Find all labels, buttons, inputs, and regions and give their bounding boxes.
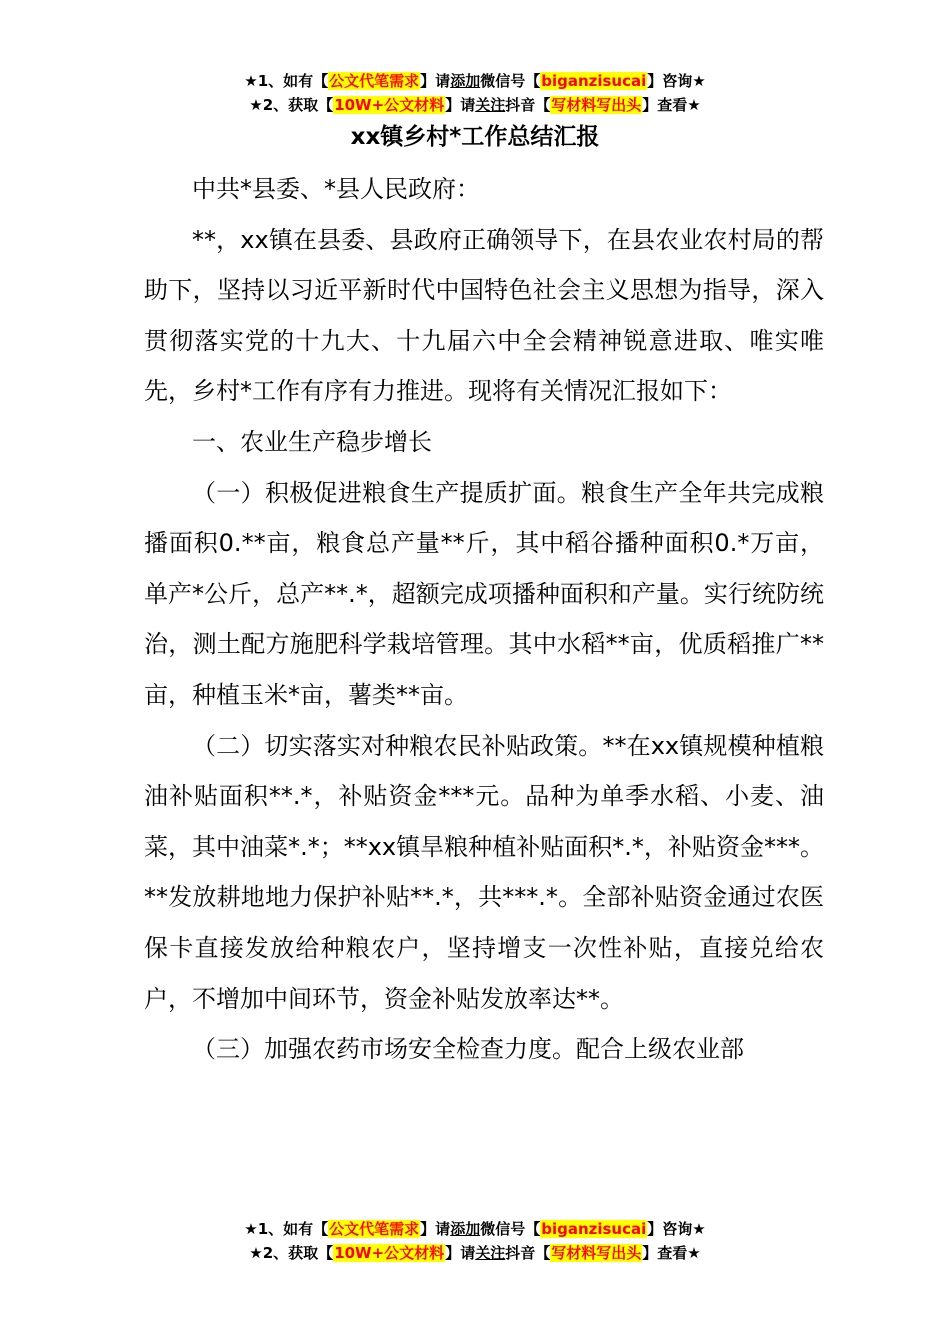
banner-underline: 关注 <box>475 96 506 114</box>
banner-text: 】查看★ <box>642 96 701 114</box>
banner-text: 】请 <box>445 96 476 114</box>
banner-text: 】咨询★ <box>647 1220 706 1238</box>
banner-highlight: 写材料写出头 <box>551 1244 642 1262</box>
banner-highlight: 10W+公文材料 <box>334 1244 445 1262</box>
banner-text: 】请 <box>420 1220 451 1238</box>
banner-underline: 添加 <box>450 72 481 90</box>
banner-line-1 <box>0 69 950 93</box>
banner-underline: 添加 <box>450 1220 481 1238</box>
paragraph-subsidy-policy: （二）切实落实对种粮农民补贴政策。**在xx镇规模种植粮油补贴面积**.*，补贴资金***元。品种为单季水稻、小麦、油菜，其中油菜*.*；**xx镇旱粮种植补贴面积*.*，补贴资金***。**发放耕地地力保护补贴**.*，共***.*。全部补贴资金通过农医保卡直接发放给种粮农户，坚持增支一次性补贴，直接兑给农户，不增加中间环节，资金补贴发放率达**。 <box>144 731 824 1013</box>
banner-highlight: 写材料写出头 <box>551 96 642 114</box>
banner-line-2 <box>0 1241 950 1265</box>
document-title: xx镇乡村*工作总结汇报 <box>350 124 600 150</box>
banner-text: ★2、获取【 <box>249 1244 334 1262</box>
banner-underline: 关注 <box>475 1244 506 1262</box>
banner-text: ★1、如有【 <box>244 1220 329 1238</box>
paragraph-intro: **，xx镇在县委、县政府正确领导下，在县农业农村局的帮助下，坚持以习近平新时代中国特色社会主义思想为指导，深入贯彻落实党的十九大、十九届六中全会精神锐意进取、唯实唯先，乡村*工作有序有力推进。现将有关情况汇报如下： <box>144 225 824 406</box>
banner-text: 】咨询★ <box>647 72 706 90</box>
banner-text: 】查看★ <box>642 1244 701 1262</box>
banner-text: 抖音【 <box>505 1244 551 1262</box>
banner-highlight: 10W+公文材料 <box>334 96 445 114</box>
paragraph-pesticide-market: （三）加强农药市场安全检查力度。配合上级农业部 <box>192 1035 744 1064</box>
banner-text: 微信号【 <box>480 1220 541 1238</box>
banner-text: 微信号【 <box>480 72 541 90</box>
banner-text: 抖音【 <box>505 96 551 114</box>
banner-highlight: 公文代笔需求 <box>329 1220 420 1238</box>
banner-line-1 <box>0 1217 950 1241</box>
banner-highlight: 公文代笔需求 <box>329 72 420 90</box>
banner-line-2 <box>0 93 950 117</box>
banner-text: ★1、如有【 <box>244 72 329 90</box>
header-banner <box>0 69 950 117</box>
banner-text: ★2、获取【 <box>249 96 334 114</box>
footer-banner <box>0 1217 950 1265</box>
banner-highlight: biganzisucai <box>541 72 647 90</box>
banner-text: 】请 <box>445 1244 476 1262</box>
banner-text: 】请 <box>420 72 451 90</box>
paragraph-grain-production: （一）积极促进粮食生产提质扩面。粮食生产全年共完成粮播面积0.**亩，粮食总产量**斤，其中稻谷播种面积0.*万亩，单产*公斤，总产**.*，超额完成项播种面积和产量。实行统防统治，测土配方施肥科学栽培管理。其中水稻**亩，优质稻推广**亩，种植玉米*亩，薯类**亩。 <box>144 478 824 709</box>
section-heading: 一、农业生产稳步增长 <box>192 427 432 456</box>
document-body <box>144 164 824 1075</box>
banner-highlight: biganzisucai <box>541 1220 647 1238</box>
salutation: 中共*县委、*县人民政府： <box>192 175 480 203</box>
